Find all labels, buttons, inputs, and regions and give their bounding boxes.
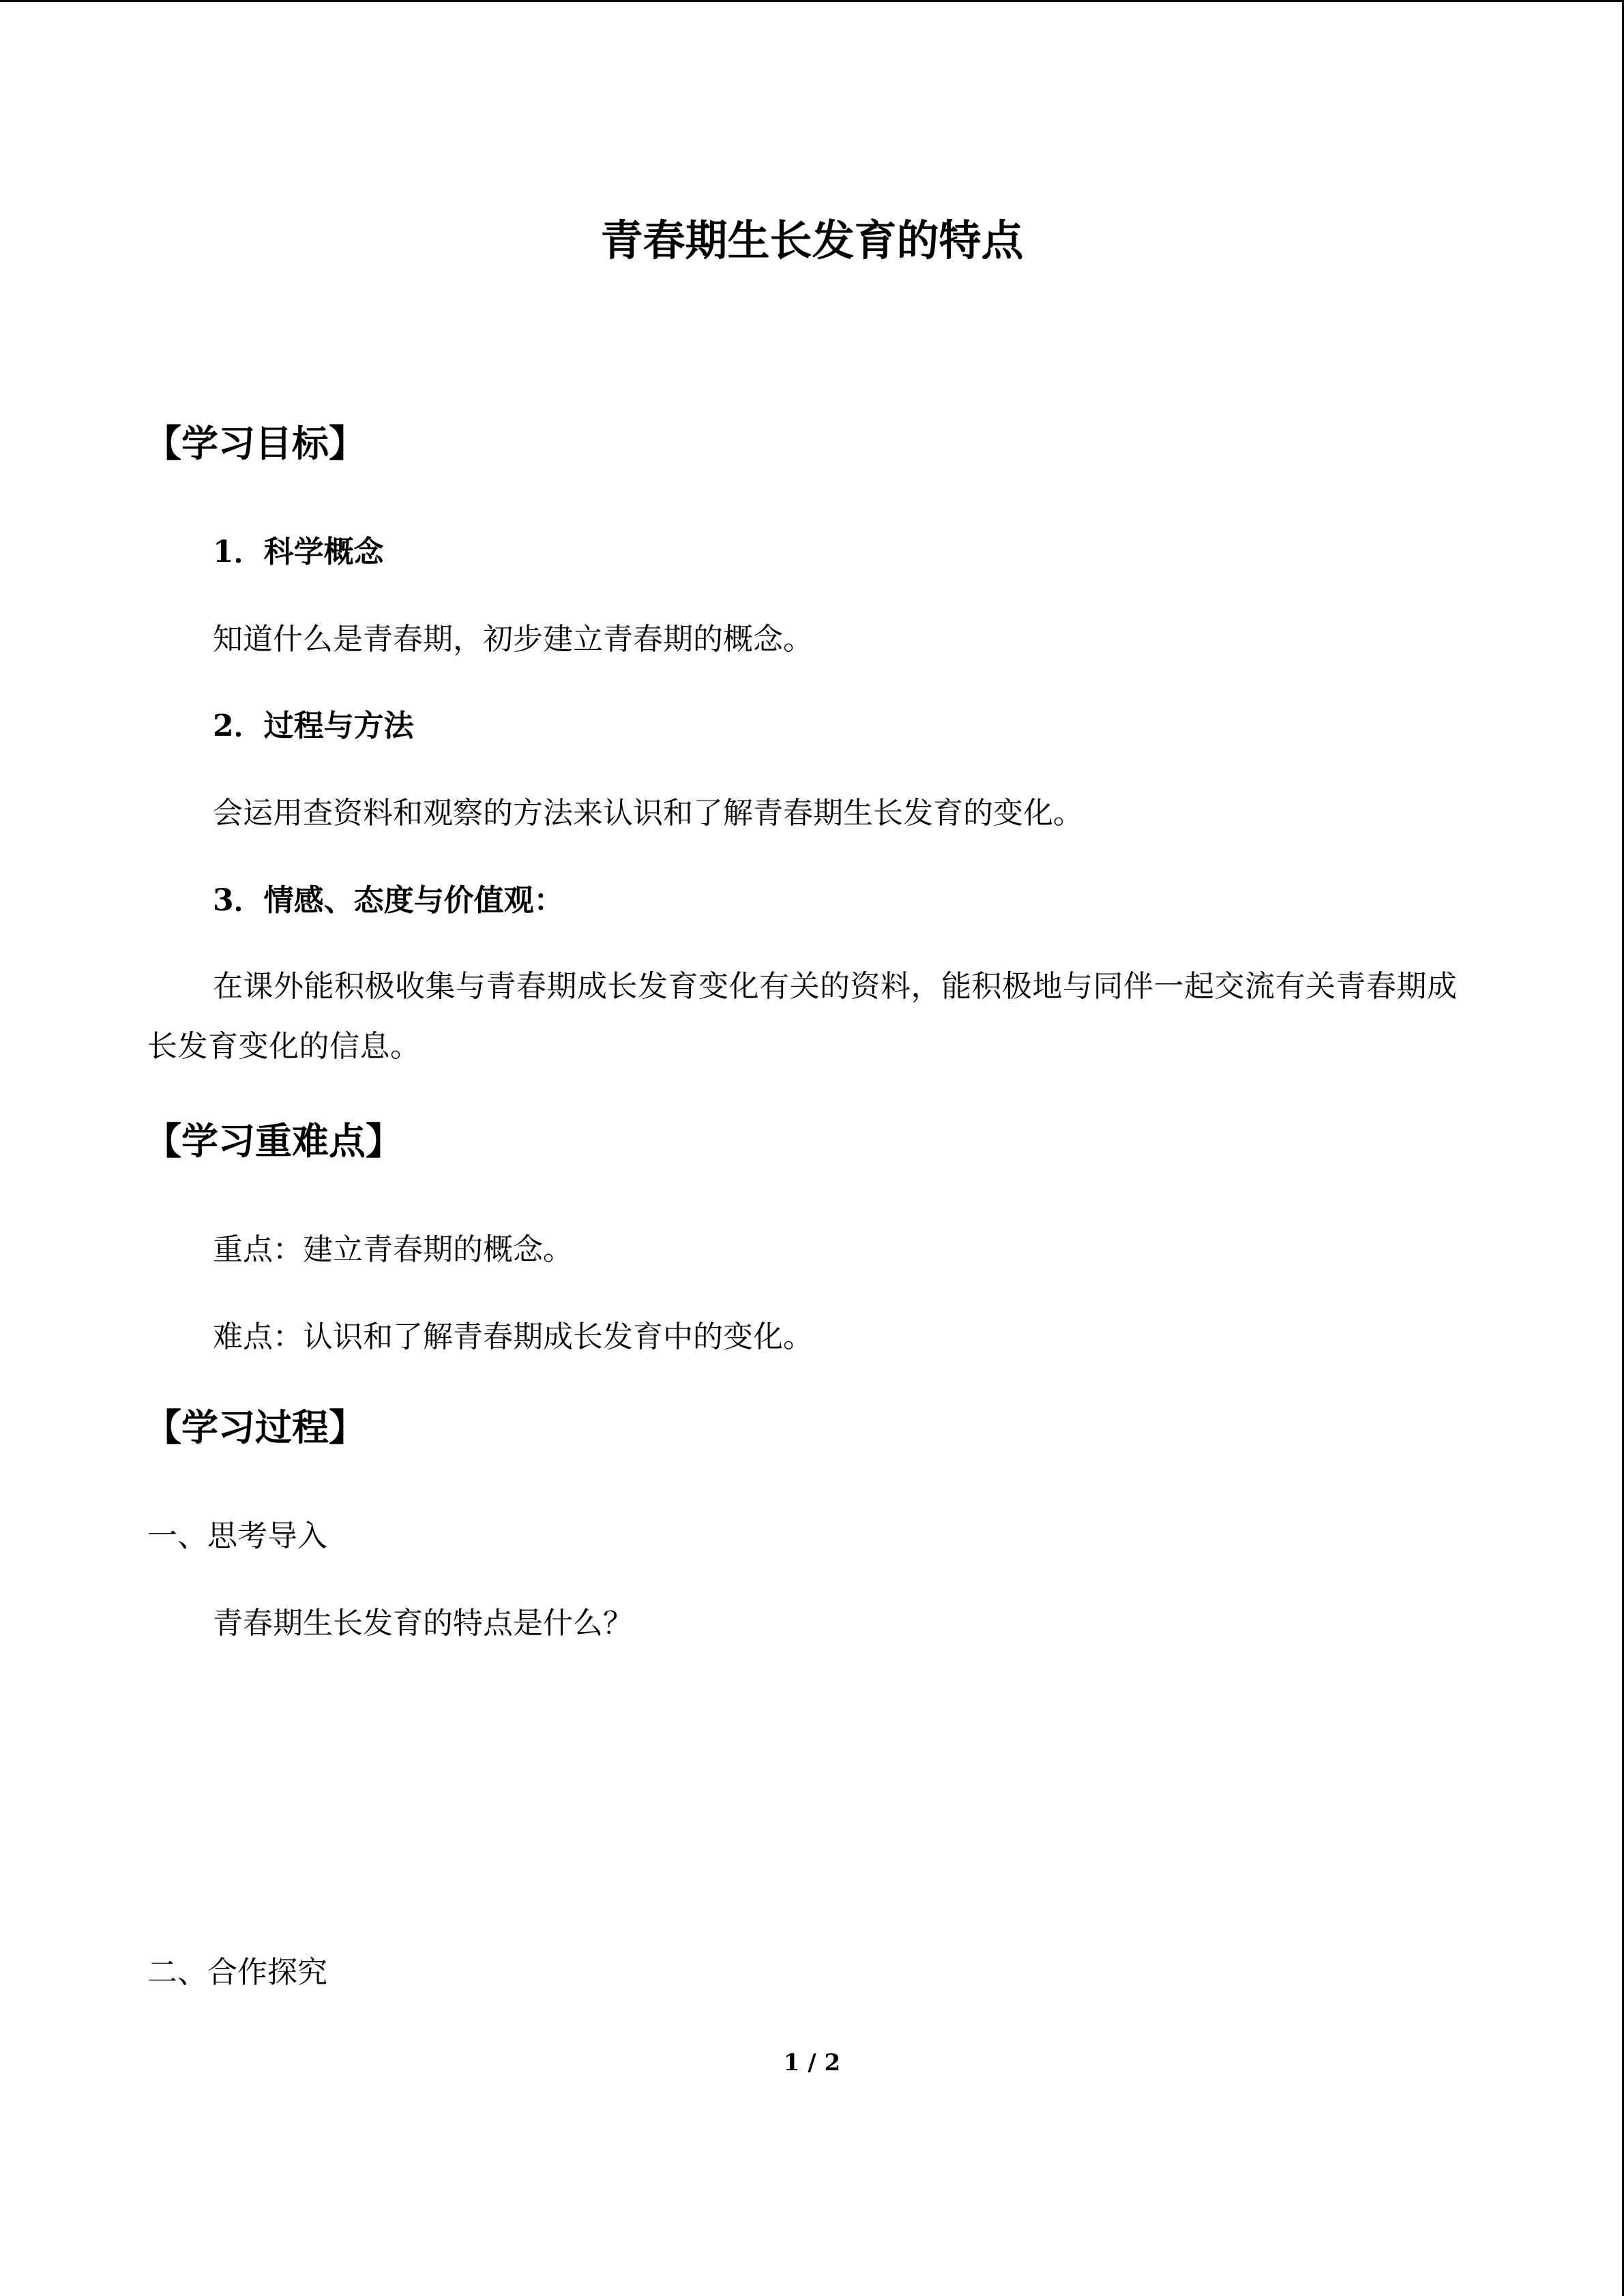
section-heading-key-points: 【学习重难点】 xyxy=(145,1119,402,1163)
document-title: 青春期生长发育的特点 xyxy=(600,215,1024,265)
objective-2-heading: 2．过程与方法 xyxy=(213,709,414,743)
objective-1-heading: 1．科学概念 xyxy=(213,535,384,569)
section-heading-process: 【学习过程】 xyxy=(145,1405,366,1449)
objective-1-text: 知道什么是青春期，初步建立青春期的概念。 xyxy=(213,622,813,657)
key-point-focus: 重点：建立青春期的概念。 xyxy=(213,1232,573,1267)
section-heading-objectives: 【学习目标】 xyxy=(145,421,366,465)
objective-3-text: 在课外能积极收集与青春期成长发育变化有关的资料，能积极地与同伴一起交流有关青春期成长发育变化的信息。 xyxy=(147,969,1458,1064)
key-point-difficulty: 难点：认识和了解青春期成长发育中的变化。 xyxy=(213,1320,813,1354)
process-part1-question: 青春期生长发育的特点是什么？ xyxy=(213,1606,633,1641)
process-part2-heading: 二、合作探究 xyxy=(147,1955,327,1990)
page-indicator: 1 / 2 xyxy=(783,2049,841,2076)
objective-2-text: 会运用查资料和观察的方法来认识和了解青春期生长发育的变化。 xyxy=(213,796,1083,831)
objective-3-heading: 3．情感、态度与价值观： xyxy=(213,883,564,918)
process-part1-heading: 一、思考导入 xyxy=(147,1519,327,1553)
